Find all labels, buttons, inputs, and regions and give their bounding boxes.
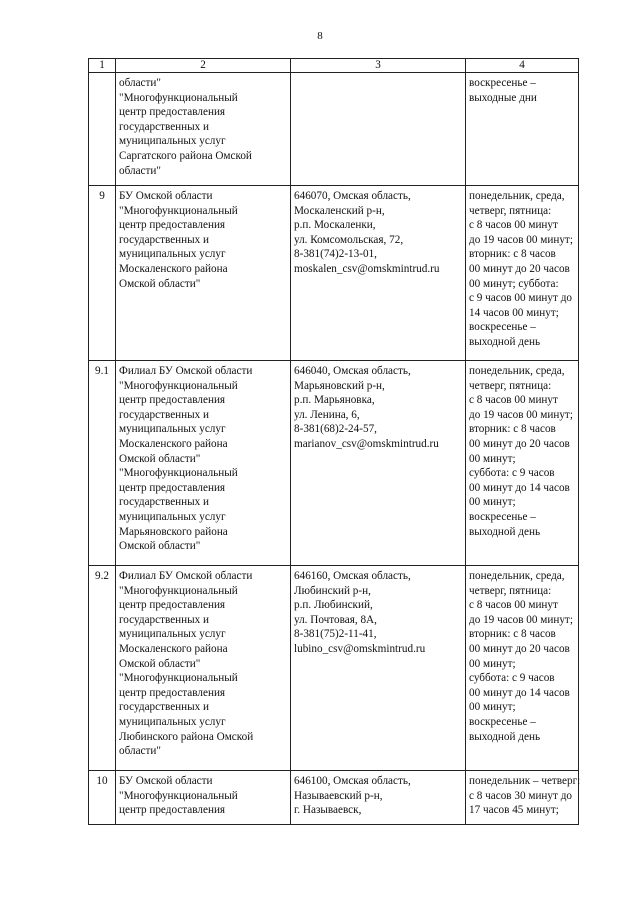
cell-text-line: 00 минут до 20 часов bbox=[469, 642, 570, 655]
cell-text-line: Москаленский р-н, bbox=[294, 204, 385, 217]
cell-text-line: муниципальных услуг bbox=[119, 248, 226, 261]
row-number-cell bbox=[89, 73, 116, 186]
cell-text-line: государственных и bbox=[119, 408, 210, 421]
cell-text-line: 00 минут; bbox=[469, 701, 516, 714]
cell-text-line: 17 часов 45 минут; bbox=[469, 804, 559, 817]
cell-text-line: Филиал БУ Омской области bbox=[119, 365, 253, 377]
cell-text-line: центр предоставления bbox=[119, 481, 226, 494]
cell-text-line: вторник: с 8 часов bbox=[469, 423, 556, 436]
address-contacts-cell bbox=[291, 73, 466, 186]
cell-text-line: 646100, Омская область, bbox=[294, 775, 411, 787]
cell-text-line: moskalen_csv@omskmintrud.ru bbox=[294, 262, 440, 275]
cell-text-line: lubino_csv@omskmintrud.ru bbox=[294, 642, 426, 655]
cell-text-line: 00 минут до 14 часов bbox=[469, 686, 570, 699]
cell-text-line: центр предоставления bbox=[119, 804, 226, 817]
cell-text-line: воскресенье – bbox=[469, 715, 536, 728]
institution-name-cell bbox=[116, 771, 291, 825]
cell-text-line: понедельник, среда, bbox=[469, 190, 565, 202]
cell-text-line: с 9 часов 00 минут до bbox=[469, 292, 572, 305]
cell-text-line: центр предоставления bbox=[119, 599, 226, 612]
working-hours-cell bbox=[466, 186, 579, 361]
institution-name-cell bbox=[116, 186, 291, 361]
cell-text-line: ул. Ленина, 6, bbox=[294, 408, 360, 421]
cell-text-line: 8-381(68)2-24-57, bbox=[294, 423, 377, 436]
table-row bbox=[89, 186, 579, 361]
table-row bbox=[89, 73, 579, 186]
address-contacts-cell bbox=[291, 771, 466, 825]
cell-text-line: Омской области" bbox=[119, 657, 201, 670]
cell-text-line: центр предоставления bbox=[119, 219, 226, 232]
row-number-cell: 10 bbox=[89, 771, 116, 825]
cell-text-line: 00 минут до 14 часов bbox=[469, 481, 570, 494]
cell-text-line: 646040, Омская область, bbox=[294, 365, 411, 377]
cell-text-line: Любинского района Омской bbox=[119, 730, 254, 743]
address-contacts-cell bbox=[291, 186, 466, 361]
working-hours-cell bbox=[466, 566, 579, 771]
row-number-cell: 9.1 bbox=[89, 361, 116, 566]
cell-text-line: до 19 часов 00 минут; bbox=[469, 613, 573, 626]
cell-text-line: ул. Комсомольская, 72, bbox=[294, 233, 404, 246]
cell-text-line: ул. Почтовая, 8А, bbox=[294, 613, 377, 626]
cell-text-line: 8-381(74)2-13-01, bbox=[294, 248, 377, 261]
column-header: 1 bbox=[89, 59, 116, 73]
row-number-cell: 9.2 bbox=[89, 566, 116, 771]
cell-text-line: "Многофункциональный bbox=[119, 789, 238, 802]
table-row bbox=[89, 361, 579, 566]
cell-text-line: р.п. Любинский, bbox=[294, 599, 373, 612]
cell-text-line: государственных и bbox=[119, 613, 210, 626]
column-header: 4 bbox=[466, 59, 579, 73]
cell-text-line: центр предоставления bbox=[119, 686, 226, 699]
working-hours-cell bbox=[466, 361, 579, 566]
cell-text-line: вторник: с 8 часов bbox=[469, 628, 556, 641]
cell-text-line: 646070, Омская область, bbox=[294, 190, 411, 202]
cell-text-line: до 19 часов 00 минут; bbox=[469, 408, 573, 421]
cell-text-line: Саргатского района Омской bbox=[119, 149, 252, 162]
cell-text-line: с 8 часов 00 минут bbox=[469, 599, 558, 612]
cell-text-line: с 8 часов 00 минут bbox=[469, 219, 558, 232]
cell-text-line: понедельник, среда, bbox=[469, 365, 565, 377]
row-number-cell: 9 bbox=[89, 186, 116, 361]
cell-text-line: муниципальных услуг bbox=[119, 423, 226, 436]
cell-text-line: р.п. Москаленки, bbox=[294, 219, 376, 232]
cell-text-line: 646160, Омская область, bbox=[294, 570, 411, 582]
cell-text-line: суббота: с 9 часов bbox=[469, 672, 555, 685]
institutions-table bbox=[88, 58, 579, 825]
cell-text-line: "Многофункциональный bbox=[119, 584, 238, 597]
address-contacts-cell bbox=[291, 566, 466, 771]
cell-text-line: муниципальных услуг bbox=[119, 510, 226, 523]
cell-text-line: четверг, пятница: bbox=[469, 379, 552, 392]
cell-text-line: выходные дни bbox=[469, 91, 537, 104]
cell-text-line: 14 часов 00 минут; bbox=[469, 306, 559, 319]
cell-text-line: Омской области" bbox=[119, 277, 201, 290]
institution-name-cell bbox=[116, 566, 291, 771]
cell-text-line: 00 минут; bbox=[469, 657, 516, 670]
cell-text-line: воскресенье – bbox=[469, 77, 536, 89]
cell-text-line: 00 минут до 20 часов bbox=[469, 262, 570, 275]
cell-text-line: области" bbox=[119, 77, 161, 89]
cell-text-line: с 8 часов 00 минут bbox=[469, 394, 558, 407]
cell-text-line: Называевский р-н, bbox=[294, 789, 383, 802]
cell-text-line: 00 минут; bbox=[469, 496, 516, 509]
cell-text-line: БУ Омской области bbox=[119, 775, 213, 787]
table-row bbox=[89, 771, 579, 825]
institution-name-cell bbox=[116, 73, 291, 186]
cell-text-line: БУ Омской области bbox=[119, 190, 213, 202]
cell-text-line: "Многофункциональный bbox=[119, 204, 238, 217]
table-row bbox=[89, 566, 579, 771]
cell-text-line: Москаленского района bbox=[119, 642, 228, 655]
cell-text-line: 8-381(75)2-11-41, bbox=[294, 628, 377, 641]
working-hours-cell bbox=[466, 771, 579, 825]
table-body bbox=[89, 73, 579, 825]
page-number: 8 bbox=[317, 30, 323, 42]
cell-text-line: суббота: с 9 часов bbox=[469, 467, 555, 480]
cell-text-line: Омской области" bbox=[119, 540, 201, 553]
column-number-header-row bbox=[89, 59, 579, 73]
cell-text-line: области" bbox=[119, 164, 161, 177]
cell-text-line: муниципальных услуг bbox=[119, 628, 226, 641]
cell-text-line: выходной день bbox=[469, 335, 541, 348]
cell-text-line: выходной день bbox=[469, 730, 541, 743]
cell-text-line: Омской области" bbox=[119, 452, 201, 465]
cell-text-line: области" bbox=[119, 745, 161, 758]
cell-text-line: Москаленского района bbox=[119, 437, 228, 450]
cell-text-line: с 8 часов 30 минут до bbox=[469, 789, 572, 802]
cell-text-line: четверг, пятница: bbox=[469, 204, 552, 217]
cell-text-line: четверг, пятница: bbox=[469, 584, 552, 597]
cell-text-line: "Многофункциональный bbox=[119, 672, 238, 685]
cell-text-line: государственных и bbox=[119, 233, 210, 246]
cell-text-line: центр предоставления bbox=[119, 106, 226, 119]
cell-text-line: воскресенье – bbox=[469, 321, 536, 334]
cell-text-line: Москаленского района bbox=[119, 262, 228, 275]
cell-text-line: государственных и bbox=[119, 496, 210, 509]
cell-text-line: "Многофункциональный bbox=[119, 467, 238, 480]
cell-text-line: Марьяновского района bbox=[119, 525, 228, 538]
cell-text-line: до 19 часов 00 минут; bbox=[469, 233, 573, 246]
cell-text-line: 00 минут; bbox=[469, 452, 516, 465]
cell-text-line: воскресенье – bbox=[469, 510, 536, 523]
cell-text-line: государственных и bbox=[119, 701, 210, 714]
cell-text-line: "Многофункциональный bbox=[119, 379, 238, 392]
column-header: 3 bbox=[291, 59, 466, 73]
cell-text-line: "Многофункциональный bbox=[119, 91, 238, 104]
cell-text-line: государственных и bbox=[119, 120, 210, 133]
address-contacts-cell bbox=[291, 361, 466, 566]
cell-text-line: г. Называевск, bbox=[294, 804, 362, 817]
cell-text-line: Любинский р-н, bbox=[294, 584, 371, 597]
working-hours-cell bbox=[466, 73, 579, 186]
cell-text-line: муниципальных услуг bbox=[119, 715, 226, 728]
cell-text-line: муниципальных услуг bbox=[119, 135, 226, 148]
cell-text-line: Марьяновский р-н, bbox=[294, 379, 385, 392]
cell-text-line: 00 минут до 20 часов bbox=[469, 437, 570, 450]
cell-text-line: Филиал БУ Омской области bbox=[119, 570, 253, 582]
cell-text-line: понедельник, среда, bbox=[469, 570, 565, 582]
cell-text-line: marianov_csv@omskmintrud.ru bbox=[294, 437, 439, 450]
cell-text-line: р.п. Марьяновка, bbox=[294, 394, 375, 407]
cell-text-line: вторник: с 8 часов bbox=[469, 248, 556, 261]
cell-text-line: выходной день bbox=[469, 525, 541, 538]
cell-text-line: центр предоставления bbox=[119, 394, 226, 407]
cell-text-line: 00 минут; суббота: bbox=[469, 277, 559, 290]
institution-name-cell bbox=[116, 361, 291, 566]
column-header: 2 bbox=[116, 59, 291, 73]
cell-text-line: понедельник – четверг: bbox=[469, 775, 581, 787]
